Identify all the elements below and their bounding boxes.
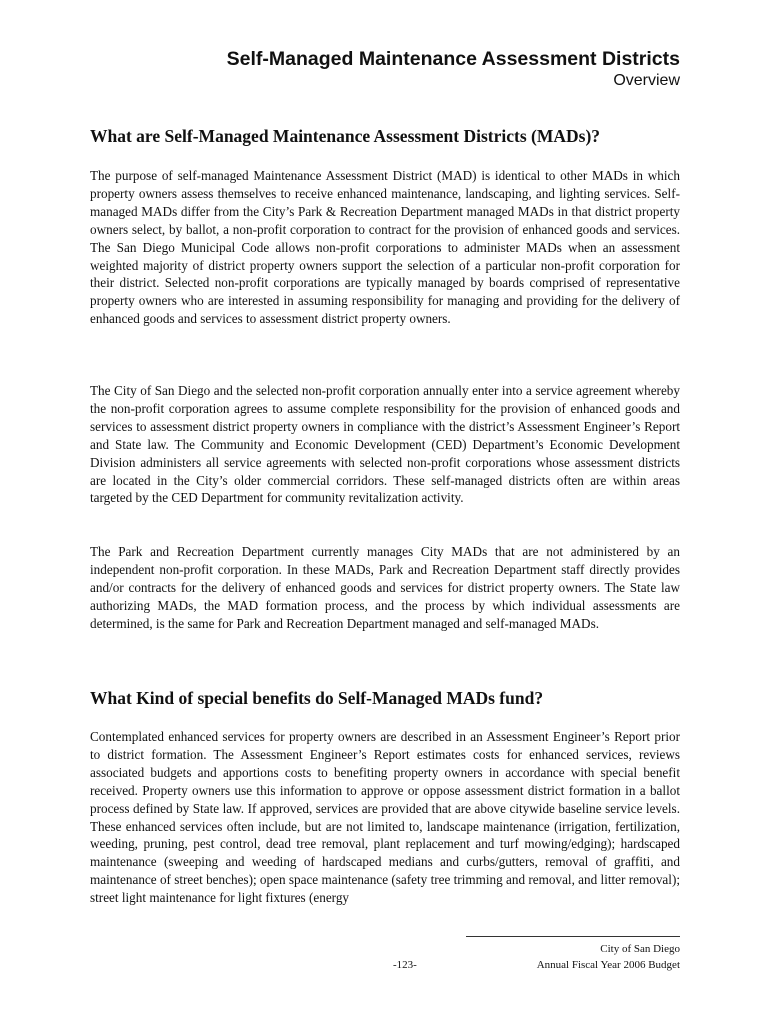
section-heading-special-benefits: What Kind of special benefits do Self-Managed MADs fund?	[90, 688, 544, 708]
paragraph-enhanced-services: Contemplated enhanced services for property owners are described in an Assessment Engineer’s Report prior to district formation. The Assessment Engineer’s Report estimates costs for enhanced services, reviews associated budgets and apportions costs to benefiting property owners in accordance with special benefit received. Property owners use this information to approve or oppose assessment district formation in a ballot process defined by State law. If approved, services are provided that are above citywide baseline service levels. These enhanced services often include, but are not limited to, landscape maintenance (irrigation, fertilization, weeding, pruning, pest control, dead tree removal, plant replacement and turf mowing/edging); hardscaped maintenance (sweeping and weeding of hardscaped medians and curbs/gutters, removal of graffiti, and maintenance of street benches); open space maintenance (safety tree trimming and removal, and litter removal); street light maintenance for light fixtures (energy	[90, 729, 680, 906]
page-number: -123-	[393, 959, 417, 971]
page-title: Self-Managed Maintenance Assessment Districts	[226, 48, 680, 70]
page-subtitle: Overview	[613, 72, 680, 89]
paragraph-purpose: The purpose of self-managed Maintenance Assessment District (MAD) is identical to other MADs in which property owners assess themselves to receive enhanced maintenance, landscaping, and lighting services. Self-managed MADs differ from the City’s Park & Recreation Department managed MADs in that district property owners select, by ballot, a non-profit corporation to contract for the provision of enhanced goods and services. The San Diego Municipal Code allows non-profit corporations to administer MADs when an assessment weighted majority of district property owners support the selection of a particular non-profit corporation for their district. Selected non-profit corporations are typically managed by boards comprised of representative property owners who are interested in assuming responsibility for managing and providing for the delivery of enhanced goods and services to assessment district property owners.	[90, 168, 680, 327]
footer-divider	[466, 936, 680, 937]
footer-budget-title: Annual Fiscal Year 2006 Budget	[536, 959, 680, 971]
paragraph-service-agreement: The City of San Diego and the selected non-profit corporation annually enter into a service agreement whereby the non-profit corporation agrees to assume complete responsibility for the provision of enhanced goods and services to assessment district property owners in compliance with the district’s Assessment Engineer’s Report and State law. The Community and Economic Development (CED) Department’s Economic Development Division administers all service agreements with selected non-profit corporations whose assessment districts are located in the City’s older commercial corridors. These self-managed districts often are within areas targeted by the CED Department for community revitalization activity.	[90, 383, 680, 506]
footer-publication-info	[537, 941, 680, 973]
paragraph-park-recreation: The Park and Recreation Department currently manages City MADs that are not administered by an independent non-profit corporation. In these MADs, Park and Recreation Department staff directly provides and/or contracts for the delivery of enhanced goods and services for district property owners. The State law authorizing MADs, the MAD formation process, and the process by which individual assessments are determined, is the same for Park and Recreation Department managed and self-managed MADs.	[90, 544, 680, 631]
footer-organization: City of San Diego	[600, 943, 680, 955]
section-heading-what-are-mads: What are Self-Managed Maintenance Assessment Districts (MADs)?	[90, 126, 601, 146]
